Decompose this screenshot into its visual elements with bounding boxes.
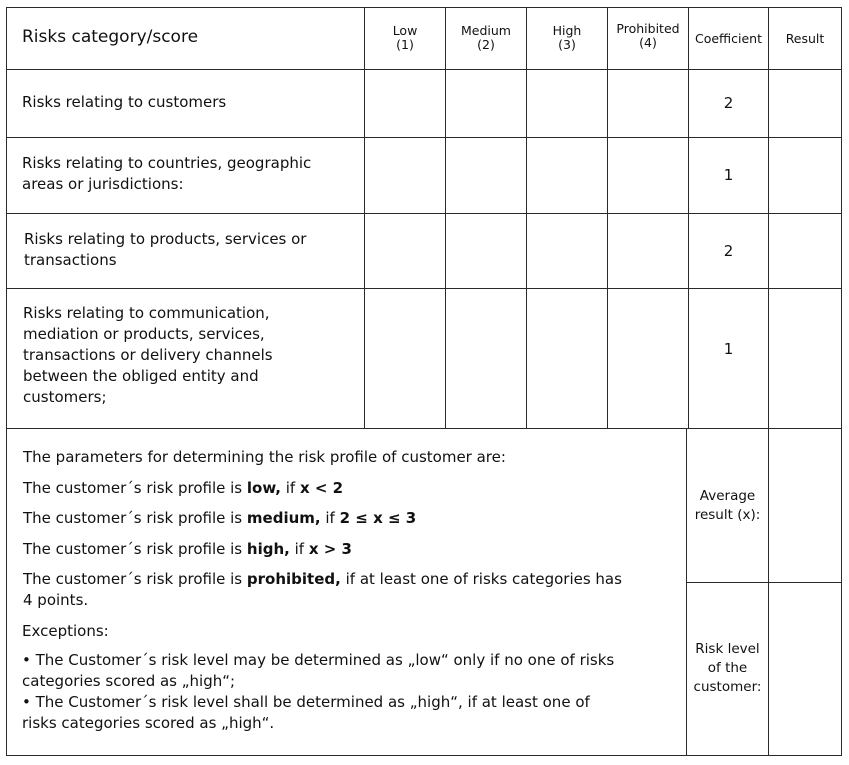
row-products-label-line: transactions <box>24 251 117 269</box>
rule-high <box>23 539 653 560</box>
header-title: Risks category/score <box>22 27 199 47</box>
row-products-coefficient: 2 <box>723 241 734 260</box>
column-medium-value: (2) <box>477 37 495 52</box>
rule-level: low, <box>246 479 281 497</box>
row-customers-coefficient: 2 <box>723 94 734 112</box>
row-products-label-line: Risks relating to products, services or <box>24 230 307 248</box>
column-prohibited <box>608 22 688 50</box>
column-medium-name: Medium <box>461 23 511 38</box>
row-communication-label-line: Risks relating to communication, <box>23 304 270 322</box>
rule-level: medium, <box>246 509 321 527</box>
rule-level: high, <box>246 540 290 558</box>
rule-prohibited <box>23 569 653 611</box>
rule-prefix: The customer´s risk profile is <box>23 509 243 527</box>
rule-condition: x < 2 <box>299 479 344 497</box>
risk-level-label <box>687 640 768 697</box>
average-result-label <box>687 487 768 525</box>
column-coefficient: Coefficient <box>694 30 762 46</box>
rule-level: prohibited, <box>246 570 341 588</box>
rule-if: if <box>294 540 305 558</box>
rule-if: if <box>325 509 335 527</box>
column-result: Result <box>785 30 825 46</box>
row-countries-coefficient: 1 <box>723 166 734 184</box>
column-low-name: Low <box>392 23 418 38</box>
average-result-line: Average <box>699 488 756 504</box>
column-high-name: High <box>552 23 582 38</box>
exception-line: risks categories scored as „high“. <box>22 714 275 732</box>
rule-prefix: The customer´s risk profile is <box>23 570 243 588</box>
column-high <box>527 24 607 52</box>
column-medium <box>446 24 526 52</box>
row-communication-label-line: customers; <box>23 388 107 406</box>
row-communication-label-line: between the obliged entity and <box>23 367 259 385</box>
exceptions-title: Exceptions: <box>22 622 109 640</box>
row-communication-coefficient: 1 <box>723 339 734 358</box>
rule-condition: x > 3 <box>308 540 352 558</box>
exceptions-list <box>22 650 682 734</box>
row-customers-label: Risks relating to customers <box>22 93 227 111</box>
exception-line: • The Customer´s risk level may be determined as „low“ only if no one of risks <box>22 651 615 669</box>
column-prohibited-value: (4) <box>639 35 657 50</box>
risk-level-line: of the <box>707 660 748 676</box>
risk-level-line: Risk level <box>695 641 760 657</box>
rule-prohibited-tail: if at least one of risks categories has <box>340 570 622 588</box>
risk-level-line: customer: <box>693 679 762 695</box>
column-high-value: (3) <box>558 37 576 52</box>
row-countries-label-line: Risks relating to countries, geographic <box>22 154 312 172</box>
parameters-intro: The parameters for determining the risk profile of customer are: <box>23 448 506 466</box>
rule-prefix: The customer´s risk profile is <box>23 540 243 558</box>
row-countries-label <box>22 153 311 195</box>
rule-low <box>23 478 653 499</box>
rule-condition: 2 ≤ x ≤ 3 <box>339 509 417 527</box>
column-prohibited-name: Prohibited <box>616 21 680 36</box>
rule-prefix: The customer´s risk profile is <box>23 479 243 497</box>
row-countries-label-line: areas or jurisdictions: <box>22 175 184 193</box>
rule-medium <box>23 508 653 529</box>
rule-prohibited-tail-line: 4 points. <box>23 591 89 609</box>
row-communication-label-line: mediation or products, services, <box>23 325 265 343</box>
rule-if: if <box>285 479 296 497</box>
row-communication-label-line: transactions or delivery channels <box>23 346 273 364</box>
row-products-label <box>24 229 306 271</box>
column-low <box>365 24 445 52</box>
exception-line: • The Customer´s risk level shall be determined as „high“, if at least one of <box>22 693 590 711</box>
row-communication-label <box>23 303 273 408</box>
exception-line: categories scored as „high“; <box>22 672 236 690</box>
column-low-value: (1) <box>396 37 414 52</box>
average-result-line: result (x): <box>694 507 761 523</box>
